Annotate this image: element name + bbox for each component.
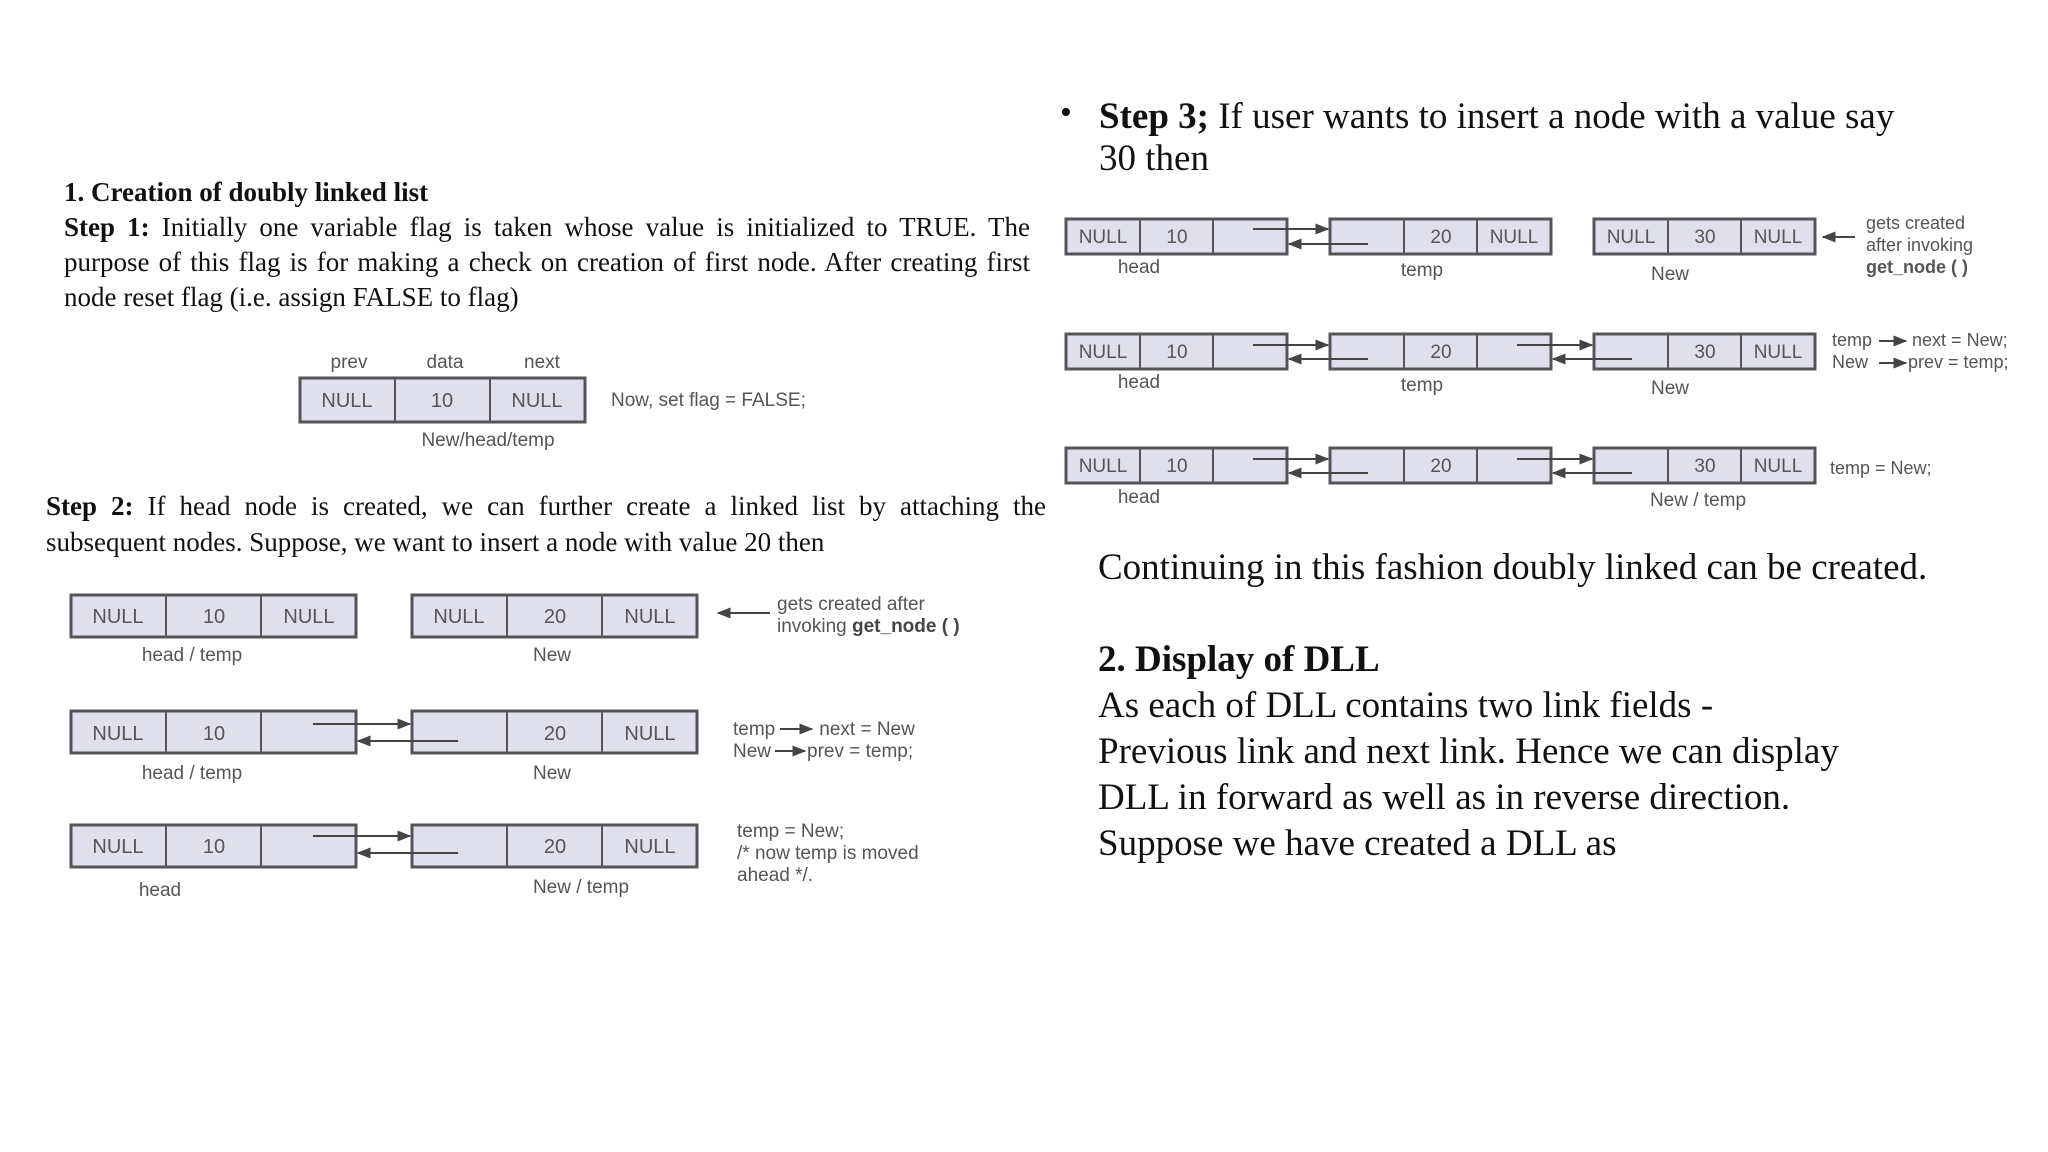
cell: NULL [92, 723, 144, 745]
cell: NULL [1753, 227, 1803, 248]
note [1832, 352, 2009, 372]
diagram-step2 [71, 594, 960, 901]
display-line-2: Previous link and next link. Hence we can display [1098, 731, 1839, 772]
note-b: prev = temp; [807, 741, 914, 762]
cell: NULL [624, 836, 676, 858]
note: ahead */. [737, 865, 814, 886]
note: temp = New; [737, 821, 845, 842]
note-a: New [1832, 352, 1869, 372]
cell: 20 [543, 723, 567, 745]
cell: 10 [1166, 342, 1188, 363]
cell: 30 [1694, 227, 1716, 248]
cell-prev: NULL [321, 390, 373, 412]
display-dll-heading: 2. Display of DLL [1098, 639, 1380, 680]
continuation-line: Continuing in this fashion doubly linked can be created. [1098, 547, 1928, 588]
cell: NULL [1078, 342, 1128, 363]
flag-note: Now, set flag = FALSE; [611, 390, 806, 411]
label-next: next [524, 352, 560, 373]
cell: 10 [202, 723, 226, 745]
note-bold: get_node ( ) [852, 616, 960, 637]
node-label: New [1650, 378, 1690, 399]
step2-row-2 [71, 711, 915, 784]
note: get_node ( ) [1866, 257, 1968, 277]
diagram-step3 [1066, 213, 2009, 511]
step3-row-2 [1066, 330, 2009, 399]
diagram-first-node [300, 352, 806, 451]
cell: 20 [1430, 227, 1452, 248]
step3-row-3 [1066, 448, 1932, 511]
note-a: New [733, 741, 772, 762]
node-label: New [1650, 264, 1690, 285]
cell: NULL [92, 836, 144, 858]
node-10 [300, 378, 585, 422]
note [733, 741, 913, 762]
display-line-1: As each of DLL contains two link fields - [1098, 685, 1714, 726]
cell: 30 [1694, 342, 1716, 363]
node-label: New / temp [532, 877, 630, 898]
node-label: New / temp [1649, 490, 1747, 511]
cell: 20 [1430, 456, 1452, 477]
note [1832, 330, 2008, 350]
note: temp = New; [1830, 458, 1932, 478]
note-a: temp [1832, 330, 1873, 350]
note: gets created [1866, 213, 1966, 233]
label-prev: prev [330, 352, 368, 373]
node-label: head [1117, 257, 1161, 278]
node-label: temp [1400, 260, 1444, 281]
cell: NULL [1078, 456, 1128, 477]
note: gets created after [777, 594, 925, 615]
node-label: temp [1400, 375, 1444, 396]
note: after invoking [1866, 235, 1974, 255]
node-label: head [1117, 372, 1161, 393]
cell: 30 [1694, 456, 1716, 477]
cell: 20 [1430, 342, 1452, 363]
note-b: next = New; [1912, 330, 2008, 350]
cell-next: NULL [511, 390, 563, 412]
node-label: head / temp [141, 645, 243, 666]
cell: NULL [1489, 227, 1539, 248]
step2-row-3 [71, 821, 919, 901]
step3-label: Step 3; [1099, 96, 1209, 137]
step1-label: Step 1: [64, 212, 150, 242]
note-pre: invoking [777, 616, 852, 637]
display-line-4: Suppose we have created a DLL as [1098, 823, 1617, 864]
cell: NULL [1753, 456, 1803, 477]
note [777, 616, 960, 637]
section1-title: 1. Creation of doubly linked list [64, 177, 429, 207]
cell: 10 [1166, 456, 1188, 477]
note-b: next = New [819, 719, 915, 740]
note-a: temp [733, 719, 776, 740]
node-label: head [1117, 487, 1161, 508]
step2-label: Step 2: [46, 491, 134, 521]
cell-data: 10 [430, 390, 454, 412]
cell: NULL [1078, 227, 1128, 248]
note [733, 719, 915, 740]
node-label: head / temp [141, 763, 243, 784]
note: /* now temp is moved [737, 843, 919, 864]
bullet: • [1060, 94, 1072, 131]
display-line-3: DLL in forward as well as in reverse direction. [1098, 777, 1791, 818]
node-label: New/head/temp [421, 430, 555, 451]
cell: NULL [1606, 227, 1656, 248]
cell: 10 [202, 606, 226, 628]
label-data: data [426, 352, 464, 373]
step2-row-1 [71, 594, 960, 666]
cell: NULL [433, 606, 485, 628]
step2-text: If head node is created, we can further create a linked list by attaching the subsequent nodes. Suppose, we want to insert a node with value 20 then [46, 491, 1047, 557]
cell: NULL [624, 606, 676, 628]
step1-text: Initially one variable flag is taken whose value is initialized to TRUE. The purpose of this flag is for making a check on creation of first node. After creating first node reset flag (i.e. assign FALSE to flag) [64, 212, 1030, 312]
cell: NULL [283, 606, 335, 628]
note-b: prev = temp; [1908, 352, 2009, 372]
step3-row-1 [1066, 213, 1973, 285]
cell: 10 [1166, 227, 1188, 248]
cell: NULL [92, 606, 144, 628]
cell: 10 [202, 836, 226, 858]
cell: NULL [1753, 342, 1803, 363]
cell: 20 [543, 836, 567, 858]
cell: 20 [543, 606, 567, 628]
node-label: head [138, 880, 182, 901]
node-label: New [532, 763, 572, 784]
cell: NULL [624, 723, 676, 745]
node-label: New [532, 645, 572, 666]
step3-body: If user wants to insert a node with a value say 30 then [1099, 96, 1895, 179]
